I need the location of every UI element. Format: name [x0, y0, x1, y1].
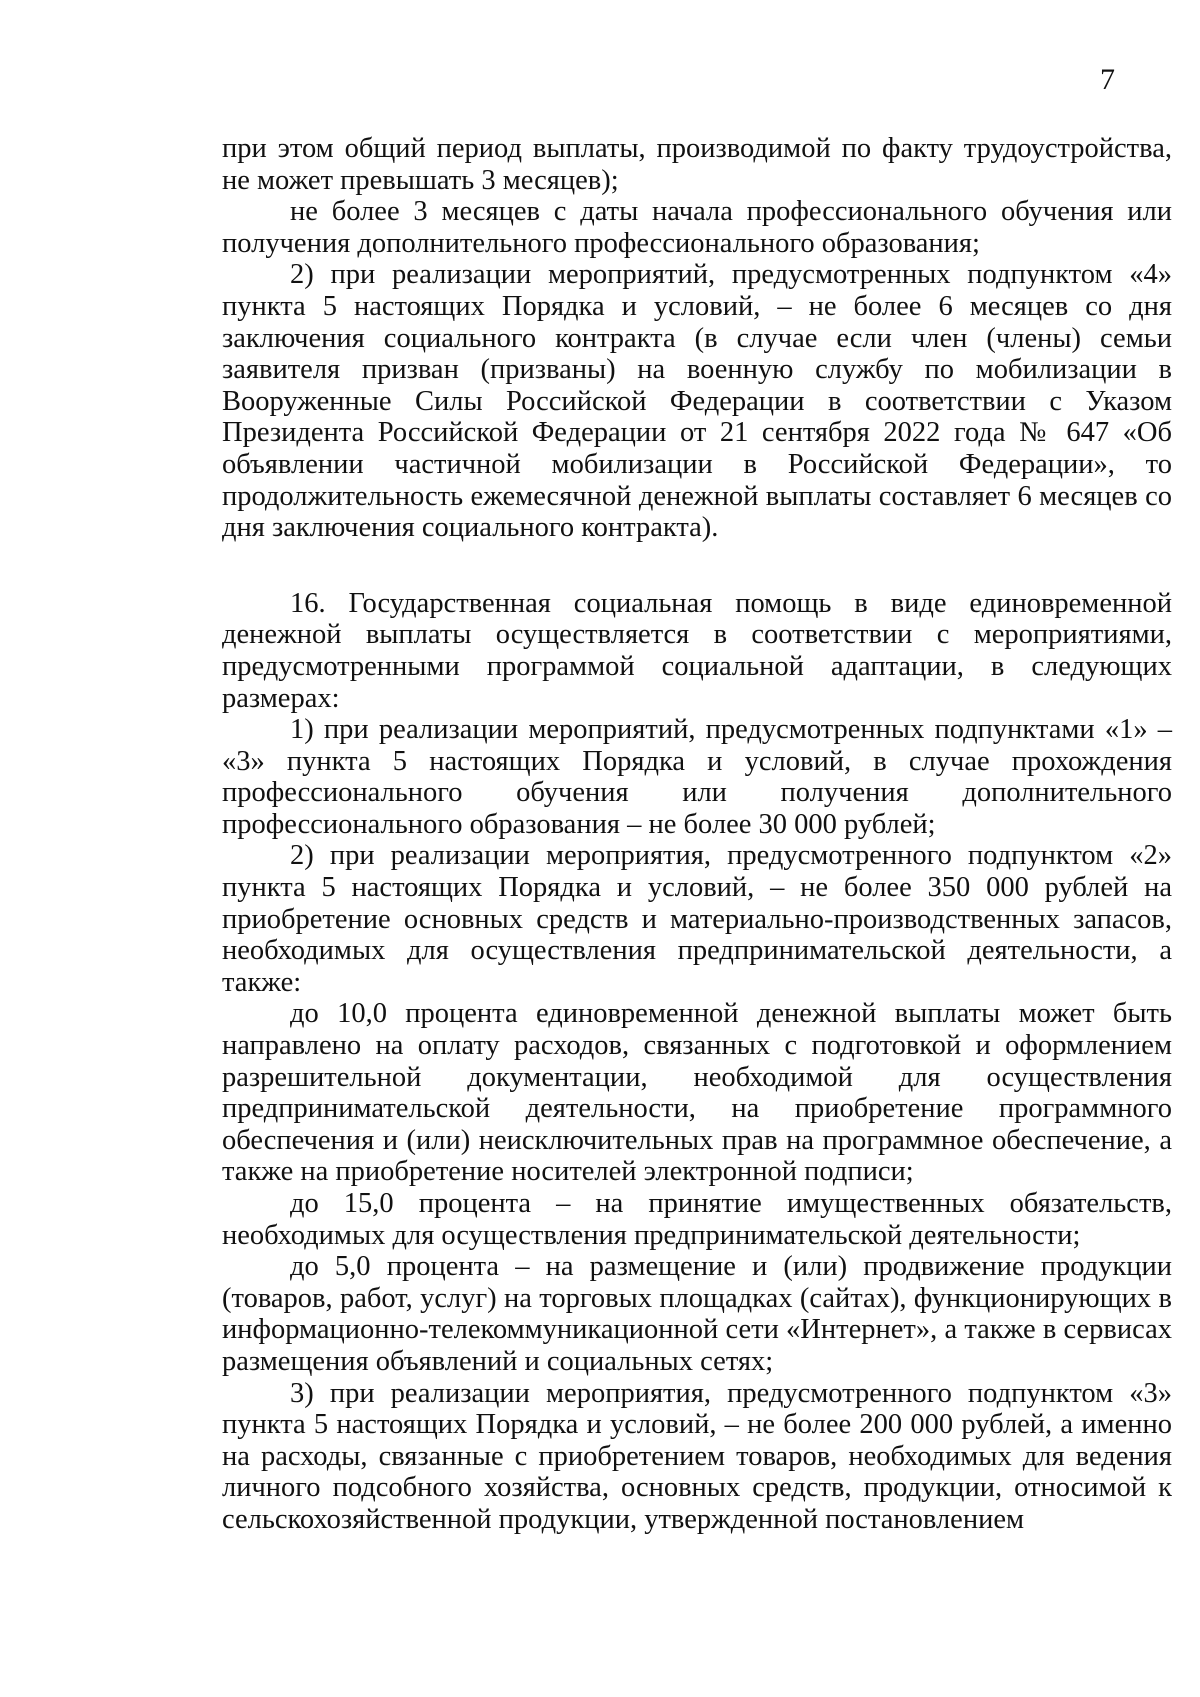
- paragraph-16-item-2: 2) при реализации мероприятия, предусмотренного подпунктом «2» пункта 5 настоящих Порядка и условий, – не более 350 000 рублей на приобретение основных средств и материально-производственных запасов, необходимых для осуществления предпринимательской деятельности, а также:: [222, 840, 1172, 998]
- paragraph-item-2-business: 2) при реализации мероприятий, предусмотренных подпунктом «4» пункта 5 настоящих Порядка и условий, – не более 6 месяцев со дня заключения социального контракта (в случае если член (члены) семьи заявителя призван (призваны) на военную службу по мобилизации в Вооруженные Силы Российской Федерации в соответствии с Указом Президента Российской Федерации от 21 сентября 2022 года № 647 «Об объявлении частичной мобилизации в Российской Федерации», то продолжительность ежемесячной денежной выплаты составляет 6 месяцев со дня заключения социального контракта).: [222, 259, 1172, 544]
- section-gap: [222, 544, 1172, 588]
- paragraph-payment-period-limit: при этом общий период выплаты, производимой по факту трудоустройства, не может превышать 3 месяцев);: [222, 133, 1172, 196]
- paragraph-15-percent: до 15,0 процента – на принятие имущественных обязательств, необходимых для осуществления предпринимательской деятельности;: [222, 1188, 1172, 1251]
- paragraph-10-percent: до 10,0 процента единовременной денежной выплаты может быть направлено на оплату расходов, связанных с подготовкой и оформлением разрешительной документации, необходимой для осуществления предпринимательской деятельности, на приобретение программного обеспечения и (или) неисключительных прав на программное обеспечение, а также на приобретение носителей электронной подписи;: [222, 998, 1172, 1188]
- paragraph-16-item-1: 1) при реализации мероприятий, предусмотренных подпунктами «1» – «3» пункта 5 настоящих Порядка и условий, в случае прохождения профессионального обучения или получения дополнительного профессионального образования – не более 30 000 рублей;: [222, 714, 1172, 840]
- page-number: 7: [1100, 63, 1115, 96]
- paragraph-16-item-3: 3) при реализации мероприятия, предусмотренного подпунктом «3» пункта 5 настоящих Порядка и условий, – не более 200 000 рублей, а именно на расходы, связанные с приобретением товаров, необходимых для ведения личного подсобного хозяйства, основных средств, продукции, относимой к сельскохозяйственной продукции, утвержденной постановлением: [222, 1377, 1172, 1535]
- paragraph-section-16: 16. Государственная социальная помощь в виде единовременной денежной выплаты осуществляется в соответствии с мероприятиями, предусмотренными программой социальной адаптации, в следующих размерах:: [222, 587, 1172, 714]
- paragraph-training-period: не более 3 месяцев с даты начала профессионального обучения или получения дополнительного профессионального образования;: [222, 196, 1172, 259]
- document-body: [222, 133, 1172, 1536]
- paragraph-5-percent: до 5,0 процента – на размещение и (или) продвижение продукции (товаров, работ, услуг) на торговых площадках (сайтах), функционирующих в информационно-телекоммуникационной сети «Интернет», а также в сервисах размещения объявлений и социальных сетях;: [222, 1251, 1172, 1377]
